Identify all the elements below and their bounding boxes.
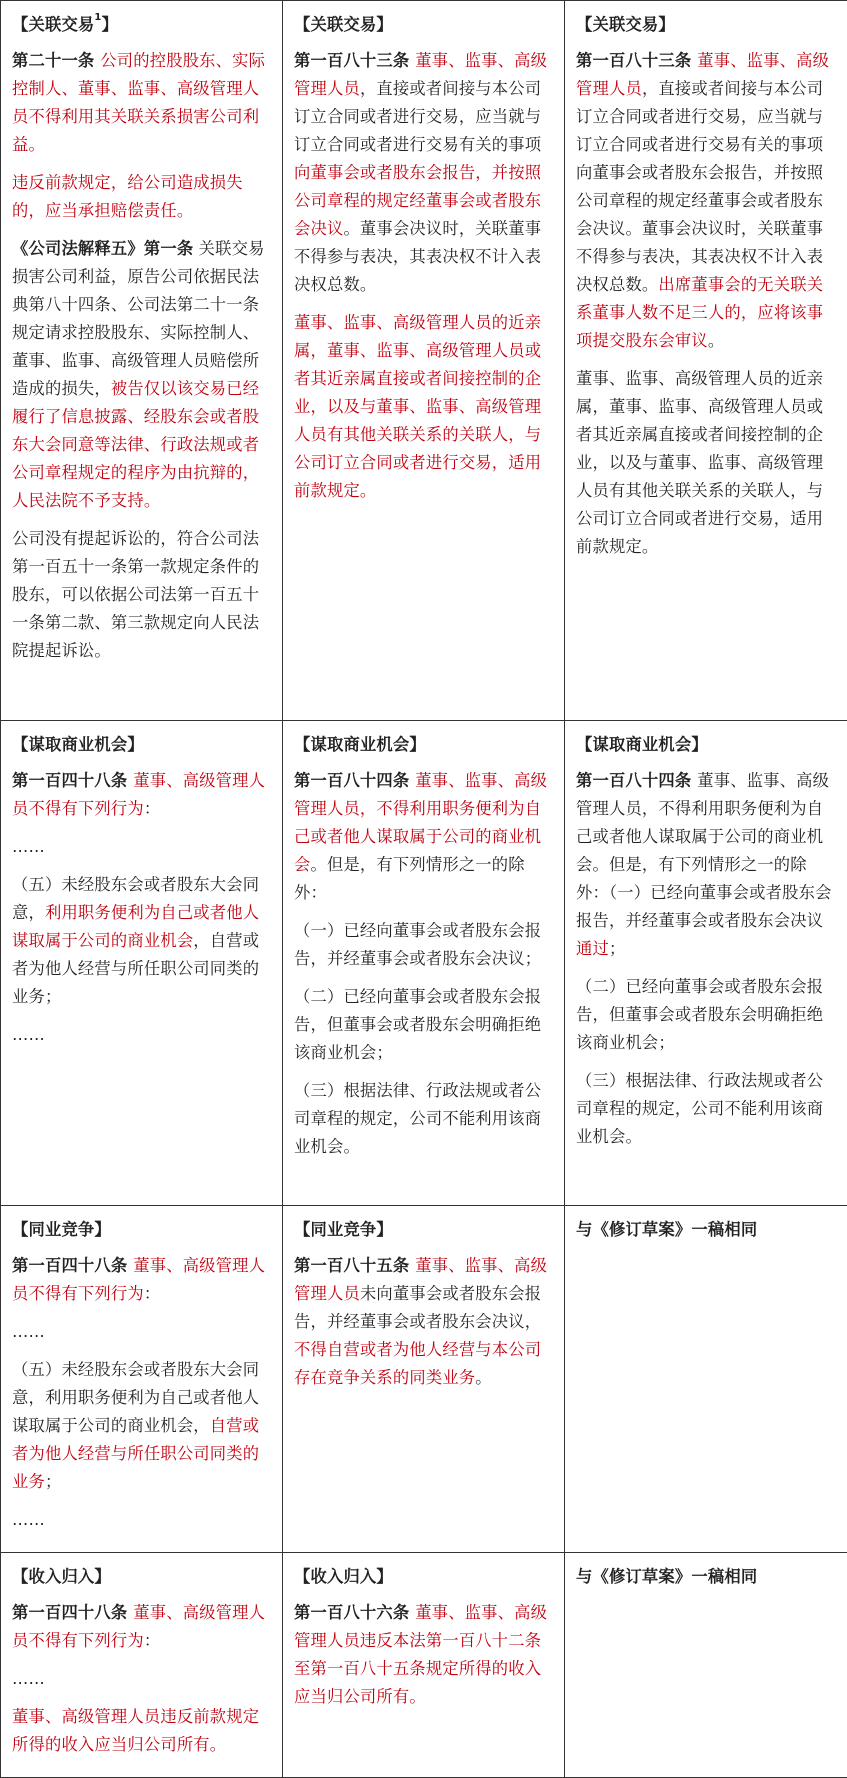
article-number: 第二十一条 [12,51,100,70]
table-row [1,1,847,721]
table-cell [565,1553,847,1778]
table-cell [1,721,283,1206]
article-text: ： [144,1284,160,1303]
highlighted-text: 利用职务便利为自己或者他人谋取属于公司的商业机会 [12,903,259,950]
article-paragraph [294,917,554,973]
highlighted-text: 董事、高级管理人员违反前款规定所得的收入应当归公司所有。 [12,1707,259,1754]
article-text: （一）已经向董事会或者股东会报告，并经董事会或者股东会决议； [294,921,541,968]
article-number: 第一百八十五条 [294,1256,415,1275]
article-paragraph [294,767,554,907]
article-number: 第一百四十八条 [12,1256,133,1275]
article-paragraph [12,1703,272,1759]
table-cell [283,1553,565,1778]
article-text: （三）根据法律、行政法规或者公司章程的规定，公司不能利用该商业机会。 [576,1071,823,1146]
section-heading [12,731,272,759]
section-heading-bracket: 】 [102,15,118,34]
section-heading [576,731,837,759]
section-heading-text: 【同业竞争】 [294,1220,393,1239]
table-cell [1,1206,283,1553]
table-body [1,1,847,1778]
section-heading-text: 【谋取商业机会】 [576,735,708,754]
section-heading [576,11,837,39]
article-text: 关联交易损害公司利益，原告公司依据民法典第八十四条、公司法第二十一条规定请求控股股东、实际控制人、董事、监事、高级管理人员赔偿所造成的损失， [12,239,265,398]
article-text: …… [12,1322,45,1341]
article-paragraph [12,169,272,225]
article-paragraph [294,309,554,505]
same-as-draft-note: 与《修订草案》一稿相同 [576,1216,837,1244]
highlighted-text: 董事、监事、高级管理人员 [294,1256,547,1303]
article-paragraph [12,871,272,1011]
article-paragraph [12,1599,272,1655]
article-paragraph [576,1067,837,1151]
article-text: …… [12,1025,45,1044]
table-row [1,1553,847,1778]
section-heading [294,1563,554,1591]
article-paragraph [576,767,837,963]
highlighted-text: 董事、监事、高级管理人员 [576,51,829,98]
table-row [1,721,847,1206]
article-number: 第一百四十八条 [12,1603,133,1622]
section-heading-text: 【谋取商业机会】 [12,735,144,754]
article-text: 未向董事会或者股东会报告，并经董事会或者股东会决议， [294,1284,541,1331]
highlighted-text: 董事、高级管理人员不得有下列行为 [12,771,265,818]
article-paragraph [576,47,837,355]
highlighted-text: 董事、高级管理人员不得有下列行为 [12,1256,265,1303]
article-text: （三）根据法律、行政法规或者公司章程的规定，公司不能利用该商业机会。 [294,1081,541,1156]
article-paragraph [576,973,837,1057]
article-paragraph [294,1252,554,1392]
table-cell [1,1553,283,1778]
article-paragraph [12,235,272,515]
footnote-marker: 1 [94,12,101,23]
article-paragraph [294,47,554,299]
highlighted-text: 通过 [576,939,609,958]
highlighted-text: 董事、监事、高级管理人员 [294,51,547,98]
table-cell [283,1206,565,1553]
article-paragraph [12,1506,272,1534]
section-heading-text: 【谋取商业机会】 [294,735,426,754]
article-number: 第一百八十六条 [294,1603,415,1622]
table-cell [283,721,565,1206]
article-paragraph [12,1252,272,1308]
article-text: …… [12,837,45,856]
article-paragraph [12,1021,272,1049]
table-cell [565,1206,847,1553]
highlighted-text: 被告仅以该交易已经履行了信息披露、经股东会或者股东大会同意等法律、行政法规或者公司章程规定的程序为由抗辩的，人民法院不予支持。 [12,379,259,510]
article-number: 第一百八十四条 [576,771,697,790]
highlighted-text: 董事、监事、高级管理人员违反本法第一百八十二条至第一百八十五条规定所得的收入应当归公司所有。 [294,1603,547,1706]
article-number: 第一百四十八条 [12,771,133,790]
table-cell [565,1,847,721]
table-cell [283,1,565,721]
article-text: ，直接或者间接与本公司订立合同或者进行交易，应当就与订立合同或者进行交易有关的事项向董事会或者股东会报告，并按照公司章程的规定经董事会或者股东会决议。董事会决议时，关联董事不得参与表决，其表决权不计入表决权总数。 [576,79,823,294]
article-number: 《公司法解释五》第一条 [12,239,193,258]
article-text: 。董事会决议时，关联董事不得参与表决，其表决权不计入表决权总数。 [294,219,541,294]
article-text: ，直接或者间接与本公司订立合同或者进行交易，应当就与订立合同或者进行交易有关的事项 [294,79,541,154]
table-row [1,1206,847,1553]
highlighted-text: 自营或者为他人经营与所任职公司同类的业务 [12,1416,259,1491]
article-paragraph [294,1077,554,1161]
section-heading [294,1216,554,1244]
article-number: 第一百八十三条 [576,51,697,70]
article-number: 第一百八十四条 [294,771,415,790]
section-heading [294,731,554,759]
article-text: ； [609,939,625,958]
section-heading-text: 【收入归入】 [294,1567,393,1586]
article-text: ； [45,1472,61,1491]
article-text: （五）未经股东会或者股东大会同意，利用职务便利为自己或者他人谋取属于公司的商业机会， [12,1360,259,1435]
article-paragraph [294,1599,554,1711]
article-text: 董事、监事、高级管理人员，不得利用职务便利为自己或者他人谋取属于公司的商业机会。但是，有下列情形之一的除外：（一）已经向董事会或者股东会报告，并经董事会或者股东会决议 [576,771,832,930]
article-paragraph [12,1318,272,1346]
highlighted-text: 董事、高级管理人员不得有下列行为 [12,1603,265,1650]
article-text: …… [12,1669,45,1688]
article-text: （二）已经向董事会或者股东会报告，但董事会或者股东会明确拒绝该商业机会； [294,987,541,1062]
article-paragraph [294,983,554,1067]
article-text: 。 [708,331,724,350]
section-heading-text: 【关联交易】 [294,15,393,34]
section-heading [294,11,554,39]
highlighted-text: 公司的控股股东、实际控制人、董事、监事、高级管理人员不得利用其关联关系损害公司利益。 [12,51,265,154]
section-heading-text: 【关联交易 [12,15,94,34]
section-heading-text: 【关联交易】 [576,15,675,34]
section-heading [12,11,272,39]
highlighted-text: 董事、监事、高级管理人员，不得利用职务便利为自己或者他人谋取属于公司的商业机会 [294,771,547,874]
highlighted-text: 董事、监事、高级管理人员的近亲属，董事、监事、高级管理人员或者其近亲属直接或者间接控制的企业，以及与董事、监事、高级管理人员有其他关联关系的关联人，与公司订立合同或者进行交易，适用前款规定。 [294,313,541,500]
article-paragraph [12,525,272,665]
section-heading [12,1216,272,1244]
article-text: ： [144,799,160,818]
same-as-draft-note: 与《修订草案》一稿相同 [576,1563,837,1591]
article-text: ，自营或者为他人经营与所任职公司同类的业务； [12,931,259,1006]
table-cell [565,721,847,1206]
section-heading [12,1563,272,1591]
article-paragraph [12,833,272,861]
article-text: 。 [475,1368,491,1387]
article-text: 董事、监事、高级管理人员的近亲属，董事、监事、高级管理人员或者其近亲属直接或者间接控制的企业，以及与董事、监事、高级管理人员有其他关联关系的关联人，与公司订立合同或者进行交易，适用前款规定。 [576,369,823,556]
article-paragraph [12,47,272,159]
table-cell [1,1,283,721]
article-number: 第一百八十三条 [294,51,415,70]
article-text: （二）已经向董事会或者股东会报告，但董事会或者股东会明确拒绝该商业机会； [576,977,823,1052]
section-heading-text: 【收入归入】 [12,1567,111,1586]
article-paragraph [12,767,272,823]
highlighted-text: 不得自营或者为他人经营与本公司存在竞争关系的同类业务 [294,1340,541,1387]
article-text: 公司没有提起诉讼的，符合公司法第一百五十一条第一款规定条件的股东，可以依据公司法第一百五十一条第二款、第三款规定向人民法院提起诉讼。 [12,529,259,660]
article-paragraph [12,1356,272,1496]
article-text: ： [144,1631,160,1650]
highlighted-text: 出席董事会的无关联关系董事人数不足三人的，应将该事项提交股东会审议 [576,275,823,350]
article-paragraph [576,365,837,561]
article-paragraph [12,1665,272,1693]
article-text: …… [12,1510,45,1529]
section-heading-text: 【同业竞争】 [12,1220,111,1239]
article-text: 。但是，有下列情形之一的除外： [294,855,525,902]
highlighted-text: 违反前款规定，给公司造成损失的，应当承担赔偿责任。 [12,173,243,220]
article-text: （五）未经股东会或者股东大会同意， [12,875,259,922]
highlighted-text: 向董事会或者股东会报告，并按照公司章程的规定经董事会或者股东会决议 [294,163,541,238]
